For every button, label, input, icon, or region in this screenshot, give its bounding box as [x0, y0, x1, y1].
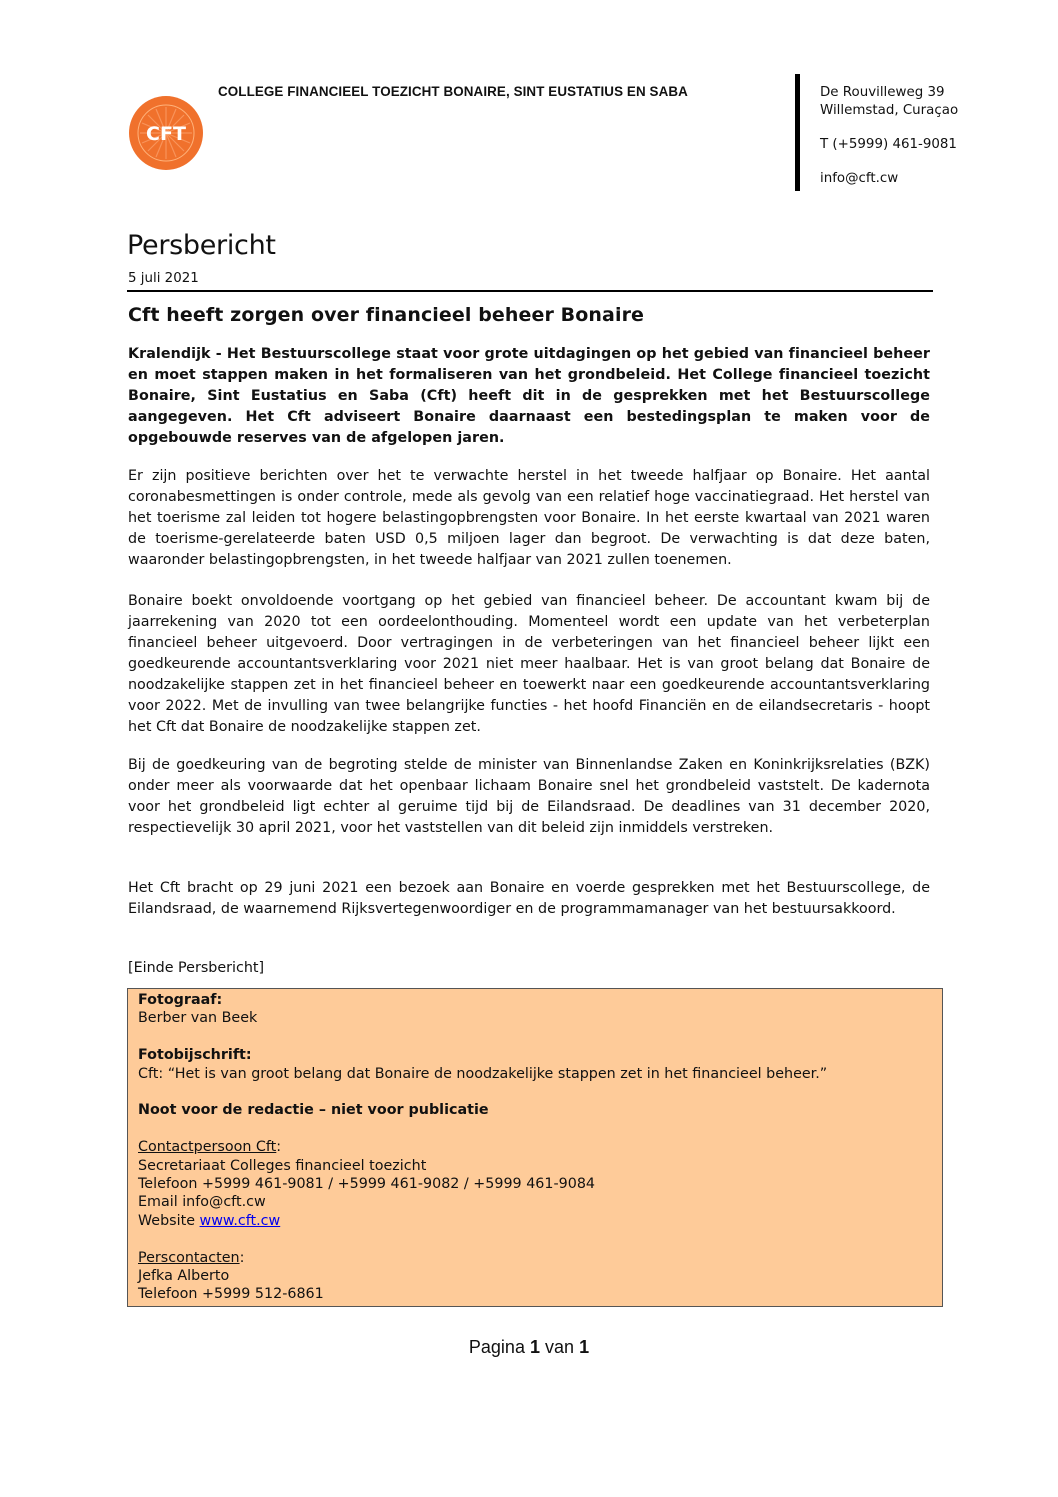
press-heading: Perscontacten:: [138, 1249, 245, 1266]
photo-caption: Cft: “Het is van groot belang dat Bonaire de noodzakelijke stappen zet in het financieel beheer.”: [138, 1065, 828, 1082]
document-type-title: Persbericht: [127, 230, 276, 261]
press-name: Jefka Alberto: [138, 1268, 230, 1285]
headline: Cft heeft zorgen over financieel beheer Bonaire: [128, 304, 645, 326]
lead-text: Kralendijk - Het Bestuurscollege staat voor grote uitdagingen op het gebied van financieel beheer en moet stappen maken in het formaliseren van het grondbeleid. Het College financieel toezicht Bonaire, Sint Eustatius en Saba (Cft) heeft dit in de gesprekken met het Bestuurscollege aangegeven. Het Cft adviseert Bonaire daarnaast een bestedingsplan te maken voor de opgebouwde reserves van de afgelopen jaren.: [128, 346, 930, 446]
svg-text:CFT: CFT: [146, 123, 186, 145]
website-link[interactable]: www.cft.cw: [199, 1212, 281, 1229]
lead-paragraph: [128, 344, 930, 449]
header-email[interactable]: info@cft.cw: [820, 171, 899, 186]
body-paragraph-2: [128, 591, 930, 738]
header-divider: [795, 74, 800, 191]
editor-notes-box: [127, 988, 943, 1307]
header-phone: T (+5999) 461-9081: [820, 137, 957, 152]
contact-phone: Telefoon +5999 461-9081 / +5999 461-9082 / +5999 461-9084: [138, 1176, 596, 1193]
contact-heading: Contactpersoon Cft:: [138, 1139, 282, 1156]
address-street: De Rouvilleweg 39: [820, 85, 945, 100]
contact-label: Contactpersoon Cft: [138, 1139, 277, 1156]
current-page: 1: [529, 1337, 540, 1357]
photographer-label: Fotograaf:: [138, 992, 223, 1008]
caption-label: Fotobijschrift:: [138, 1047, 252, 1064]
press-label: Perscontacten: [138, 1249, 240, 1266]
body-paragraph-4: [128, 878, 930, 920]
contact-org: Secretariaat Colleges financieel toezicht: [138, 1157, 427, 1174]
body-paragraph-3: [128, 755, 930, 839]
paragraph-text: Bij de goedkeuring van de begroting stelde de minister van Binnenlandse Zaken en Koninkrijksrelaties (BZK) onder meer als voorwaarde dat het openbaar lichaam Bonaire snel het grondbeleid vaststelt. De kadernota voor het grondbeleid ligt echter al geruime tijd bij de Eilandsraad. De deadlines van 31 december 2020, respectievelijk 30 april 2021, voor het vaststellen van dit beleid zijn inmiddels verstreken.: [128, 757, 930, 836]
photographer-name: Berber van Beek: [138, 1010, 258, 1027]
editor-note: Noot voor de redactie – niet voor publicatie: [138, 1102, 489, 1119]
contact-website: [138, 1212, 932, 1230]
website-prefix: Website: [138, 1212, 200, 1229]
paragraph-text: Het Cft bracht op 29 juni 2021 een bezoek aan Bonaire en voerde gesprekken met het Bestuurscollege, de Eilandsraad, de waarnemend Rijksvertegenwoordiger en de programmamanager van het bestuursakkoord.: [128, 880, 930, 917]
press-phone: Telefoon +5999 512-6861: [138, 1286, 324, 1303]
cft-logo-icon: [128, 95, 204, 171]
paragraph-text: Er zijn positieve berichten over het te verwachte herstel in het tweede halfjaar op Bonaire. Het aantal coronabesmettingen is onder controle, mede als gevolg van een relatief hoge vaccinatiegraad. Het herstel van het toerisme zal leiden tot hogere belastingopbrengsten voor Bonaire. In het eerste kwartaal van 2021 waren de toerisme-gerelateerde baten USD 0,5 miljoen lager dan begroot. De verwachting is dat deze baten, waaronder belastingopbrengsten, in het tweede halfjaar van 2021 zullen toenemen.: [128, 468, 930, 568]
paragraph-text: Bonaire boekt onvoldoende voortgang op het gebied van financieel beheer. De accountant kwam bij de jaarrekening van 2020 tot een oordeelonthouding. Momenteel wordt een update van het verbeterplan financieel beheer uitgevoerd. Door vertragingen in de verbeteringen van het financieel beheer lijkt een goedkeurende accountantsverklaring voor 2021 niet meer haalbaar. Het is van groot belang dat Bonaire de noodzakelijke stappen zet in het financieel beheer en toewerkt naar een goedkeurende accountantsverklaring voor 2022. Met de invulling van twee belangrijke functies - het hoofd Financiën en de eilandsecretaris - hoopt het Cft dat Bonaire de noodzakelijke stappen zet.: [128, 593, 930, 735]
organization-name: COLLEGE FINANCIEEL TOEZICHT BONAIRE, SINT EUSTATIUS EN SABA: [218, 84, 688, 99]
contact-address-block: [820, 84, 958, 188]
title-divider: [127, 290, 933, 292]
document-date: 5 juli 2021: [128, 271, 199, 286]
total-pages: 1: [579, 1337, 590, 1357]
end-marker: [Einde Persbericht]: [128, 960, 265, 976]
body-paragraph-1: [128, 466, 930, 571]
address-city: Willemstad, Curaçao: [820, 103, 959, 118]
page-prefix: Pagina: [468, 1337, 525, 1357]
page-of: van: [545, 1337, 575, 1357]
page-number: [0, 1337, 1058, 1358]
contact-email: Email info@cft.cw: [138, 1194, 266, 1211]
